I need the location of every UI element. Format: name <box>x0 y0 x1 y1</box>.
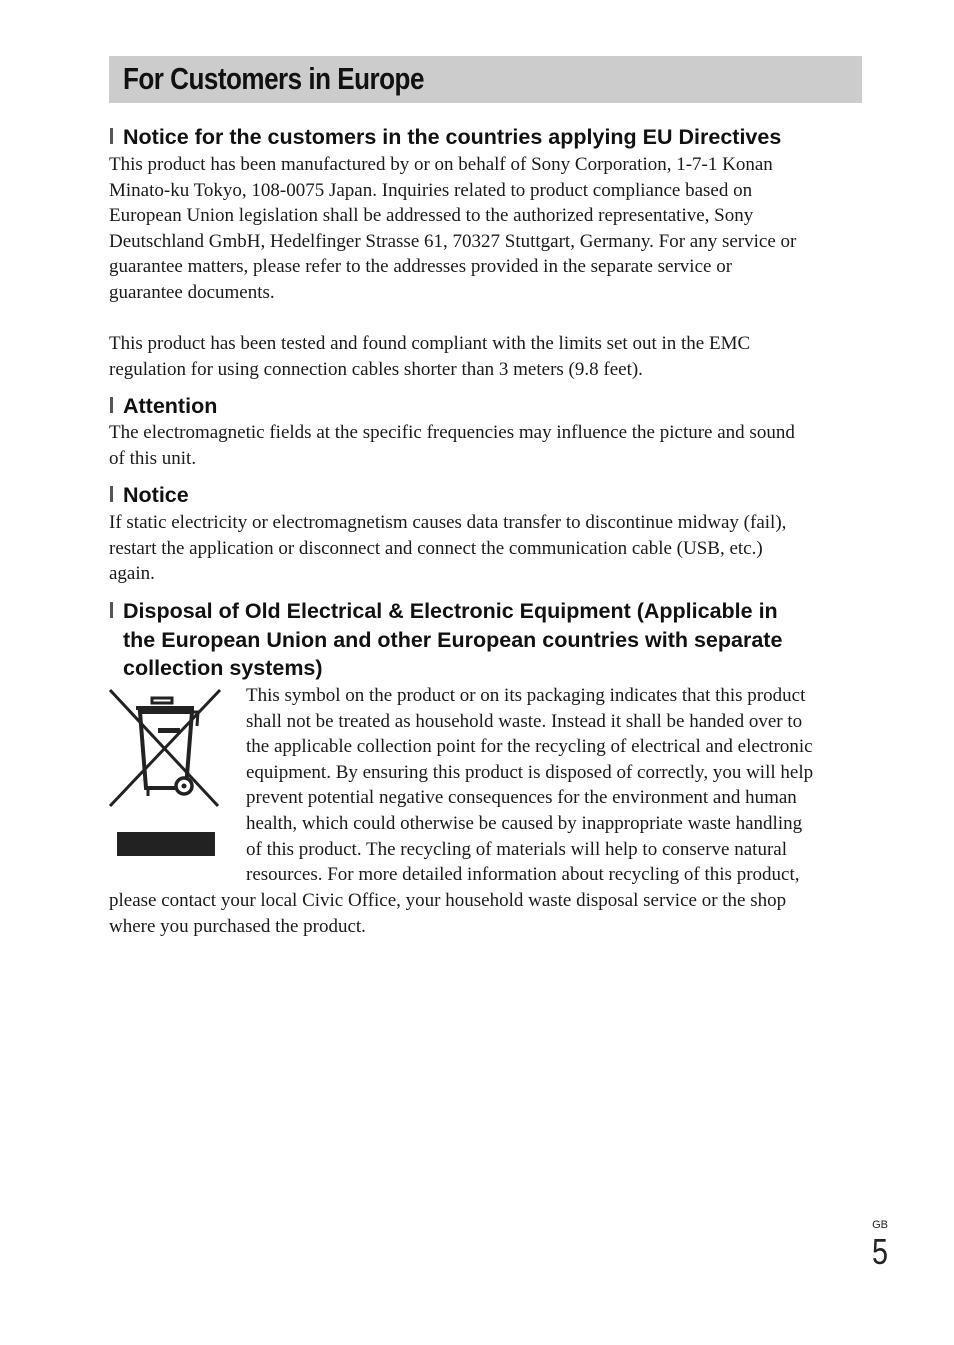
notice-heading: Notice <box>109 481 189 510</box>
region-code: GB <box>872 1219 888 1231</box>
heading-marker <box>110 486 113 502</box>
eu-directives-paragraph-1: This product has been manufactured by or on behalf of Sony Corporation, 1-7-1 Konan Minato-ku Tokyo, 108-0075 Japan. Inquiries related to product compliance based on European Union legislation shall be addressed to the authorized representative, Sony Deutschland GmbH, Hedelfinger Strasse 61, 70327 Stuttgart, Germany. For any service or guarantee matters, please refer to the addresses provided in the separate service or guarantee documents. <box>109 154 797 303</box>
heading-marker <box>110 602 113 618</box>
heading-marker <box>110 128 113 144</box>
notice-paragraph: If static electricity or electromagnetism causes data transfer to discontinue midway (fail), restart the application or disconnect and connect the communication cable (USB, etc.) again. <box>109 512 787 585</box>
page-number: 5 <box>871 1231 888 1272</box>
page-title: For Customers in Europe <box>123 61 424 96</box>
eu-directives-paragraph-2: This product has been tested and found compliant with the limits set out in the EMC regulation for using connection cables shorter than 3 meters (9.8 feet). <box>109 333 751 380</box>
eu-directives-heading: Notice for the customers in the countries applying EU Directives <box>109 123 781 152</box>
crossed-out-wheelie-bin-icon <box>108 688 224 860</box>
attention-paragraph: The electromagnetic fields at the specific frequencies may influence the picture and sound of this unit. <box>109 422 795 469</box>
attention-heading: Attention <box>109 392 217 421</box>
page-title-bar <box>109 56 862 103</box>
disposal-heading: Disposal of Old Electrical & Electronic Equipment (Applicable in the European Union and other European countries with separate collection systems) <box>109 597 782 683</box>
disposal-paragraph-full-width: please contact your local Civic Office, your household waste disposal service or the shop where you purchased the product. <box>109 890 787 937</box>
disposal-paragraph-beside-icon: This symbol on the product or on its packaging indicates that this product shall not be treated as household waste. Instead it shall be handed over to the applicable collection point for the recycling of electrical and electronic equipment. By ensuring this product is disposed of correctly, you will help prevent potential negative consequences for the environment and human health, which could otherwise be caused by inappropriate waste handling of this product. The recycling of materials will help to conserve natural resources. For more detailed information about recycling of this product, <box>246 685 814 886</box>
heading-marker <box>110 397 113 413</box>
page-number-marker <box>868 1218 888 1270</box>
